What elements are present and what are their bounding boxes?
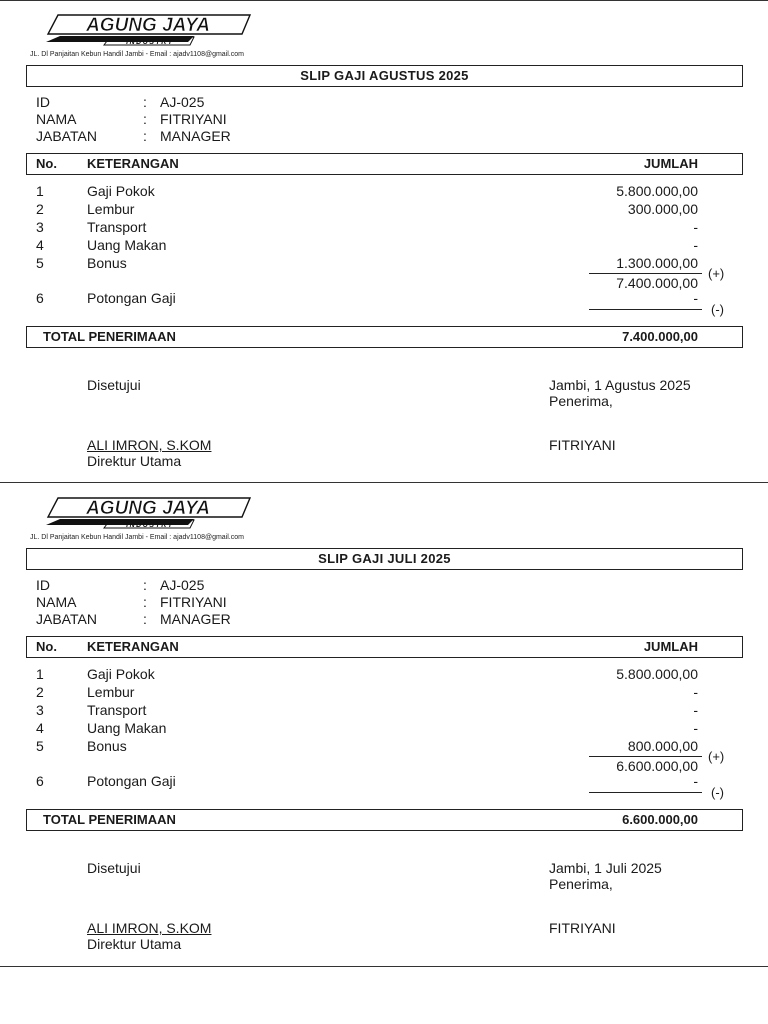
sum-rule xyxy=(589,756,702,757)
deduction-row xyxy=(0,773,768,791)
info-label: NAMA xyxy=(36,111,77,127)
plus-sign: (+) xyxy=(708,749,725,764)
salary-row xyxy=(0,255,768,273)
table-header xyxy=(26,153,743,175)
header-jumlah: JUMLAH xyxy=(643,156,698,171)
info-label: ID xyxy=(36,577,50,593)
salary-row xyxy=(0,666,768,684)
row-amount: 800.000,00 xyxy=(627,738,698,754)
salary-row xyxy=(0,684,768,702)
header-no: No. xyxy=(36,639,57,654)
place-date: Jambi, 1 Juli 2025 xyxy=(549,860,662,876)
row-description: Transport xyxy=(87,702,147,718)
employee-name: FITRIYANI xyxy=(160,594,227,610)
minus-sign: (-) xyxy=(711,785,724,800)
slip-title: SLIP GAJI AGUSTUS 2025 xyxy=(26,65,743,87)
row-number: 3 xyxy=(36,219,44,235)
row-amount: 1.300.000,00 xyxy=(616,255,698,271)
total-amount: 6.600.000,00 xyxy=(622,812,698,827)
row-number: 3 xyxy=(36,702,44,718)
signer-title: Direktur Utama xyxy=(87,453,182,469)
salary-slip xyxy=(0,0,768,482)
total-label: TOTAL PENERIMAAN xyxy=(43,812,176,827)
row-number: 1 xyxy=(36,183,44,199)
row-number: 5 xyxy=(36,738,44,754)
place-date: Jambi, 1 Agustus 2025 xyxy=(549,377,691,393)
row-number: 6 xyxy=(36,773,44,789)
row-amount: - xyxy=(693,290,698,306)
row-amount: - xyxy=(693,773,698,789)
row-amount: - xyxy=(693,702,698,718)
row-amount: 5.800.000,00 xyxy=(616,666,698,682)
info-colon: : xyxy=(143,111,147,127)
header-jumlah: JUMLAH xyxy=(643,639,698,654)
approval-label: Disetujui xyxy=(87,377,141,393)
logo-wordmark: AGUNG JAYA xyxy=(86,15,210,36)
row-description: Uang Makan xyxy=(87,237,167,253)
page-bottom-rule xyxy=(0,966,768,967)
row-amount: - xyxy=(693,237,698,253)
row-number: 4 xyxy=(36,720,44,736)
info-label: JABATAN xyxy=(36,611,97,627)
info-label: JABATAN xyxy=(36,128,97,144)
info-label: NAMA xyxy=(36,594,77,610)
plus-sign: (+) xyxy=(708,266,725,281)
row-amount: - xyxy=(693,684,698,700)
logo-subtitle: INDUSTRY xyxy=(126,39,174,46)
row-description: Potongan Gaji xyxy=(87,773,176,789)
employee-id: AJ-025 xyxy=(160,577,205,593)
recipient-label: Penerima, xyxy=(549,876,613,892)
row-number: 4 xyxy=(36,237,44,253)
deduction-rule xyxy=(589,309,702,310)
row-description: Gaji Pokok xyxy=(87,183,155,199)
info-colon: : xyxy=(143,128,147,144)
row-number: 1 xyxy=(36,666,44,682)
subtotal-amount: 7.400.000,00 xyxy=(616,275,698,291)
info-label: ID xyxy=(36,94,50,110)
row-description: Transport xyxy=(87,219,147,235)
total-row xyxy=(26,326,743,348)
sum-rule xyxy=(589,273,702,274)
total-row xyxy=(26,809,743,831)
row-number: 5 xyxy=(36,255,44,271)
info-colon: : xyxy=(143,611,147,627)
logo-wordmark: AGUNG JAYA xyxy=(86,498,210,519)
table-header xyxy=(26,636,743,658)
approval-label: Disetujui xyxy=(87,860,141,876)
salary-row xyxy=(0,738,768,756)
row-number: 2 xyxy=(36,201,44,217)
info-colon: : xyxy=(143,577,147,593)
salary-row xyxy=(0,183,768,201)
employee-name: FITRIYANI xyxy=(160,111,227,127)
recipient-label: Penerima, xyxy=(549,393,613,409)
row-description: Potongan Gaji xyxy=(87,290,176,306)
company-logo xyxy=(44,12,254,48)
employee-position: MANAGER xyxy=(160,128,231,144)
signer-title: Direktur Utama xyxy=(87,936,182,952)
header-keterangan: KETERANGAN xyxy=(87,156,179,171)
info-colon: : xyxy=(143,94,147,110)
row-amount: - xyxy=(693,219,698,235)
salary-row xyxy=(0,237,768,255)
minus-sign: (-) xyxy=(711,302,724,317)
salary-slip xyxy=(0,483,768,965)
row-description: Bonus xyxy=(87,255,127,271)
salary-row xyxy=(0,201,768,219)
row-description: Uang Makan xyxy=(87,720,167,736)
row-description: Bonus xyxy=(87,738,127,754)
signer-name: ALI IMRON, S.KOM xyxy=(87,437,212,453)
row-description: Gaji Pokok xyxy=(87,666,155,682)
signer-name: ALI IMRON, S.KOM xyxy=(87,920,212,936)
company-address: JL. Dl Panjaitan Kebun Handil Jambi - Email : ajadv1108@gmail.com xyxy=(30,534,244,541)
total-amount: 7.400.000,00 xyxy=(622,329,698,344)
row-description: Lembur xyxy=(87,684,135,700)
total-label: TOTAL PENERIMAAN xyxy=(43,329,176,344)
row-description: Lembur xyxy=(87,201,135,217)
header-keterangan: KETERANGAN xyxy=(87,639,179,654)
employee-id: AJ-025 xyxy=(160,94,205,110)
header-no: No. xyxy=(36,156,57,171)
recipient-name: FITRIYANI xyxy=(549,437,616,453)
row-amount: - xyxy=(693,720,698,736)
deduction-row xyxy=(0,290,768,308)
recipient-name: FITRIYANI xyxy=(549,920,616,936)
salary-row xyxy=(0,219,768,237)
logo-subtitle: INDUSTRY xyxy=(126,522,174,529)
company-logo xyxy=(44,495,254,531)
salary-row xyxy=(0,720,768,738)
company-address: JL. Dl Panjaitan Kebun Handil Jambi - Email : ajadv1108@gmail.com xyxy=(30,51,244,58)
subtotal-amount: 6.600.000,00 xyxy=(616,758,698,774)
salary-row xyxy=(0,702,768,720)
row-amount: 300.000,00 xyxy=(627,201,698,217)
info-colon: : xyxy=(143,594,147,610)
deduction-rule xyxy=(589,792,702,793)
slip-title: SLIP GAJI JULI 2025 xyxy=(26,548,743,570)
row-amount: 5.800.000,00 xyxy=(616,183,698,199)
employee-position: MANAGER xyxy=(160,611,231,627)
row-number: 2 xyxy=(36,684,44,700)
row-number: 6 xyxy=(36,290,44,306)
